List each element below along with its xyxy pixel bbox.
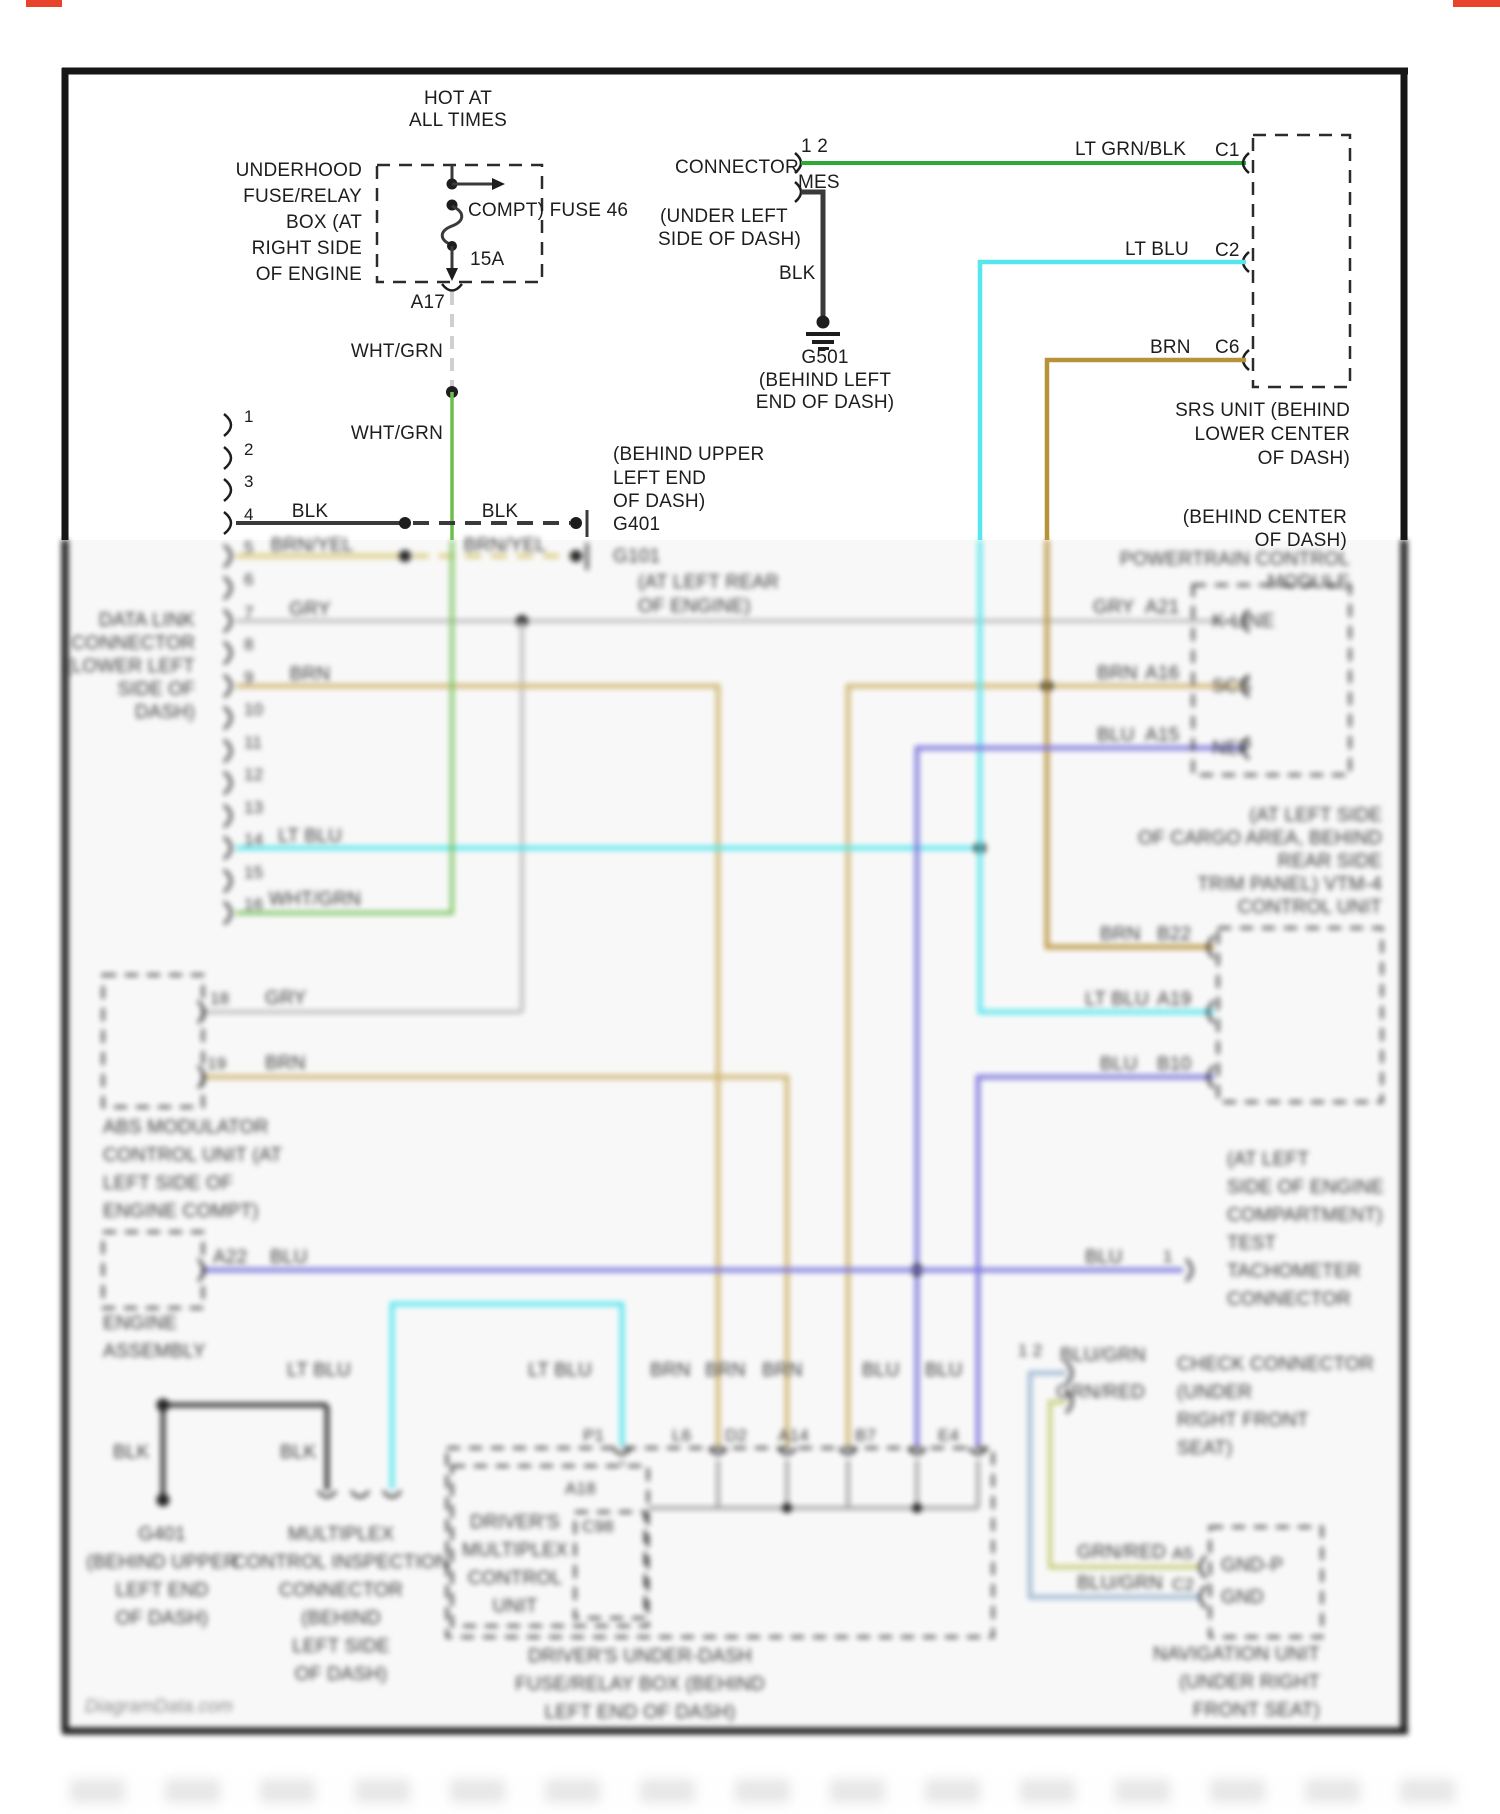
dlc-pin-9: 9 [244, 668, 254, 687]
wire-blugrn-nav: BLU/GRN [1077, 1573, 1163, 1594]
pcm-pin-scs: A16 [1145, 663, 1180, 684]
wire-brn-c6: BRN [1150, 337, 1191, 358]
nav-pin-a5: A5 [1172, 1544, 1194, 1563]
tach-name-3: CONNECTOR [1227, 1289, 1351, 1310]
wire-gry-7: GRY [289, 599, 331, 620]
wire-brn-pin9 [236, 686, 718, 1446]
underhood-box-1: UNDERHOOD [235, 160, 362, 181]
underhood-box-3: BOX (AT [286, 212, 362, 233]
nav-name-2: (UNDER RIGHT [1179, 1672, 1320, 1693]
wire-lt-grn-blk: LT GRN/BLK [1075, 139, 1187, 160]
nav-name-1: NAVIGATION UNIT [1153, 1644, 1320, 1665]
tach-pin: 1 [1163, 1247, 1173, 1266]
g101-loc-2: OF ENGINE) [638, 596, 751, 617]
dlc-pin-3: 3 [244, 472, 254, 491]
mes-loc-1: (UNDER LEFT [660, 206, 788, 227]
hot-at-all-times-2: ALL TIMES [409, 110, 507, 131]
wire-brn-fb1: BRN [650, 1360, 691, 1381]
dlc-name-3: (LOWER LEFT [65, 656, 195, 677]
wire-gry-pcm: GRY [1093, 597, 1135, 618]
tach-loc-2: SIDE OF ENGINE [1227, 1177, 1384, 1198]
abs-name-3: LEFT SIDE OF [103, 1173, 233, 1194]
wire-lt-blu-c2: LT BLU [1125, 239, 1189, 260]
g401-loc-2: LEFT END [613, 468, 707, 489]
wire-brnyel-a: BRN/YEL [270, 535, 354, 556]
g501-loc-2: END OF DASH) [755, 392, 895, 413]
abs-unit-outline [103, 975, 203, 1107]
check-pins: 1 2 [1018, 1341, 1043, 1360]
vtm4-pin-a19: A19 [1157, 989, 1192, 1010]
wire-brn-fb3: BRN [762, 1360, 803, 1381]
abs-name-2: CONTROL UNIT (AT [103, 1145, 283, 1166]
mes-pins: 1 2 [801, 136, 829, 157]
check-loc-3: SEAT) [1177, 1438, 1233, 1459]
g401b-loc-3: OF DASH) [115, 1608, 209, 1629]
fuse-name: COMPT) FUSE 46 [468, 200, 629, 221]
nav-pin-c2: C2 [1172, 1575, 1195, 1594]
tach-name-1: TEST [1227, 1233, 1277, 1254]
mux-unit-3: CONTROL [467, 1568, 563, 1589]
behind-center-2: OF DASH) [1254, 530, 1347, 551]
wire-ltblu-muxinsp-loop [392, 1304, 622, 1489]
dlc-pin-5: 5 [244, 538, 254, 557]
wire-brn-9: BRN [289, 664, 331, 685]
navigation-unit-outline [1210, 1527, 1322, 1637]
fb-pin-e4: E4 [938, 1426, 960, 1445]
underhood-box-5: OF ENGINE [255, 264, 362, 285]
tach-bracket [1186, 1259, 1192, 1281]
g501-name: G501 [801, 347, 849, 368]
wire-blk-4b: BLK [481, 501, 519, 522]
dlc-pin-2: 2 [244, 440, 254, 459]
tach-loc-3: COMPARTMENT) [1227, 1205, 1383, 1226]
wire-ltblu-b1: LT BLU [287, 1360, 351, 1381]
check-name: CHECK CONNECTOR [1177, 1354, 1374, 1375]
dlc-pin-7: 7 [244, 603, 254, 622]
vtm4-loc-4: TRIM PANEL) VTM-4 [1197, 874, 1382, 895]
mux-unit-4: UNIT [492, 1596, 538, 1617]
tach-name-2: TACHOMETER [1227, 1261, 1361, 1282]
dlc-name-1: DATA LINK [98, 610, 195, 631]
pcm-pin-kline: A21 [1145, 597, 1180, 618]
muxinsp-6: OF DASH) [294, 1664, 388, 1685]
wire-brn-abs: BRN [265, 1053, 306, 1074]
g401-loc-3: OF DASH) [613, 491, 706, 512]
wire-grnred-nav: GRN/RED [1077, 1542, 1167, 1563]
connector-label: CONNECTOR [675, 157, 799, 178]
nav-terminal-gndp: GND-P [1221, 1555, 1284, 1576]
g401-name: G401 [613, 514, 661, 535]
engine-assembly-outline [103, 1232, 203, 1308]
abs-pin-b: 19 [207, 1054, 227, 1073]
pcm-name-2: MODULE [1267, 572, 1350, 593]
vtm4-loc-2: OF CARGO AREA, BEHIND [1138, 828, 1382, 849]
g101-loc-1: (AT LEFT REAR [638, 572, 779, 593]
srs-pin-c6: C6 [1215, 337, 1240, 358]
wire-blu-fb2: BLU [925, 1360, 963, 1381]
muxinsp-5: LEFT SIDE [292, 1636, 390, 1657]
g401b-name: G401 [138, 1524, 186, 1545]
fuse-rating: 15A [470, 249, 505, 270]
fuse-pin-a17: A17 [410, 292, 445, 313]
mes-name: MES [798, 172, 840, 193]
pcm-terminal-nep: NEP [1212, 738, 1252, 759]
srs-unit-1: SRS UNIT (BEHIND [1175, 400, 1350, 421]
g101-name: G101 [613, 546, 661, 567]
wire-wht-grn-2: WHT/GRN [350, 423, 443, 444]
pcm-terminal-scs: SCS [1212, 676, 1252, 697]
wire-grnred-check: GRN/RED [1056, 1382, 1146, 1403]
mux-unit-2: MULTIPLEX [462, 1540, 568, 1561]
abs-name-4: ENGINE COMPT) [103, 1201, 259, 1222]
srs-unit-2: LOWER CENTER [1194, 424, 1350, 445]
dlc-pin-12: 12 [244, 765, 264, 784]
g401b-loc-1: (BEHIND UPPER [86, 1552, 238, 1573]
dlc-name-5: DASH) [134, 702, 195, 723]
muxinsp-1: MULTIPLEX [288, 1524, 394, 1545]
wire-blk-g501: BLK [779, 263, 816, 284]
hot-at-all-times-1: HOT AT [423, 88, 493, 109]
dlc-name-2: CONNECTOR [71, 633, 195, 654]
wire-blu-tach: BLU [1085, 1247, 1123, 1268]
muxinsp-4: (BEHIND [301, 1608, 381, 1629]
wire-blk-b1: BLK [113, 1442, 150, 1463]
engine-name-2: ASSEMBLY [103, 1341, 206, 1362]
wire-blugrn [1030, 1373, 1200, 1597]
wire-wht-grn-1: WHT/GRN [350, 341, 443, 362]
mux-pin-a18: A18 [565, 1479, 596, 1498]
srs-pin-c2: C2 [1215, 240, 1240, 261]
fb-pin-p1: P1 [583, 1426, 605, 1445]
abs-name-1: ABS MODULATOR [103, 1117, 269, 1138]
dlc-pin-6: 6 [244, 570, 254, 589]
dlc-pin-8: 8 [244, 635, 254, 654]
fb-pin-b7: B7 [855, 1426, 877, 1445]
check-loc-1: (UNDER [1177, 1382, 1253, 1403]
vtm4-loc-5: CONTROL UNIT [1237, 897, 1382, 918]
vtm4-outline [1218, 928, 1382, 1102]
dlc-pin-4: 4 [244, 505, 254, 524]
wire-blu-nep [917, 748, 1246, 1446]
muxinsp-2: CONTROL INSPECTION [232, 1552, 450, 1573]
dlc-pin-16: 16 [244, 895, 264, 914]
vtm4-loc-3: REAR SIDE [1277, 851, 1382, 872]
wire-whtgrn-16: WHT/GRN [268, 889, 362, 910]
nav-terminal-gnd: GND [1221, 1587, 1264, 1608]
srs-unit-3: OF DASH) [1257, 448, 1350, 469]
pcm-pin-nep: A15 [1145, 725, 1180, 746]
vtm4-pin-b22: B22 [1157, 924, 1192, 945]
wire-blu-engine: BLU [270, 1247, 308, 1268]
wire-blk-b2: BLK [280, 1442, 317, 1463]
fb-pin-d2: D2 [725, 1426, 748, 1445]
wire-blk-4a: BLK [291, 501, 329, 522]
wire-ltblu-14: LT BLU [278, 826, 342, 847]
wire-blu-fb1: BLU [862, 1360, 900, 1381]
srs-pin-c1: C1 [1215, 140, 1240, 161]
wire-brnyel-b: BRN/YEL [463, 535, 547, 556]
check-loc-2: RIGHT FRONT [1177, 1410, 1309, 1431]
pcm-terminal-kline: K-LINE [1212, 611, 1275, 632]
udfb-name-2: FUSE/RELAY BOX (BEHIND [515, 1674, 765, 1695]
wire-ltblu-vtm4: LT BLU [1085, 989, 1149, 1010]
tach-loc-1: (AT LEFT [1227, 1149, 1310, 1170]
wire-ltblu-b2: LT BLU [528, 1360, 592, 1381]
muxinsp-3: CONNECTOR [279, 1580, 403, 1601]
dlc-name-4: SIDE OF [117, 679, 195, 700]
dlc-pin-14: 14 [244, 830, 264, 849]
vtm4-pin-b10: B10 [1157, 1054, 1192, 1075]
g401b-loc-2: LEFT END [115, 1580, 209, 1601]
wire-blu-vtm4: BLU [1100, 1054, 1138, 1075]
engine-pin-a22: A22 [213, 1247, 248, 1268]
dlc-pin-10: 10 [244, 700, 264, 719]
vtm4-loc-1: (AT LEFT SIDE [1249, 805, 1382, 826]
wire-gry-abs: GRY [265, 988, 307, 1009]
pcm-name-1: POWERTRAIN CONTROL [1119, 549, 1350, 570]
underhood-box-2: FUSE/RELAY [243, 186, 362, 207]
dlc-pin-15: 15 [244, 863, 264, 882]
udfb-name-1: DRIVER'S UNDER-DASH [528, 1646, 752, 1667]
page-bottom-smudge [70, 1779, 1465, 1803]
wire-brn-pcm: BRN [1097, 663, 1138, 684]
dlc-pin-1: 1 [244, 407, 254, 426]
mes-loc-2: SIDE OF DASH) [658, 229, 802, 250]
nav-name-3: FRONT SEAT) [1192, 1700, 1320, 1721]
watermark: DiagramData.com [85, 1696, 234, 1716]
wire-brn-vtm4: BRN [1100, 924, 1141, 945]
wire-blu-pcm: BLU [1097, 725, 1135, 746]
udfb-name-3: LEFT END OF DASH) [544, 1702, 736, 1723]
g501-loc-1: (BEHIND LEFT [758, 370, 892, 391]
mux-conn-c98: C98 [582, 1517, 614, 1536]
fb-pin-l6: L6 [672, 1426, 692, 1445]
abs-pin-a: 18 [210, 989, 230, 1008]
wire-whtgrn-pin16 [236, 540, 452, 913]
wire-brn-fb2: BRN [705, 1360, 746, 1381]
dlc-pin-11: 11 [244, 733, 263, 752]
dlc-pin-13: 13 [244, 798, 264, 817]
underhood-box-4: RIGHT SIDE [251, 238, 362, 259]
fb-pin-a14: A14 [778, 1426, 809, 1445]
mux-unit-1: DRIVER'S [470, 1512, 560, 1533]
behind-center-1: (BEHIND CENTER [1182, 507, 1347, 528]
engine-name-1: ENGINE [103, 1313, 178, 1334]
underdash-internal-wiring [622, 1460, 978, 1513]
g401-loc-1: (BEHIND UPPER [613, 444, 765, 465]
wire-blugrn-check: BLU/GRN [1060, 1345, 1146, 1366]
